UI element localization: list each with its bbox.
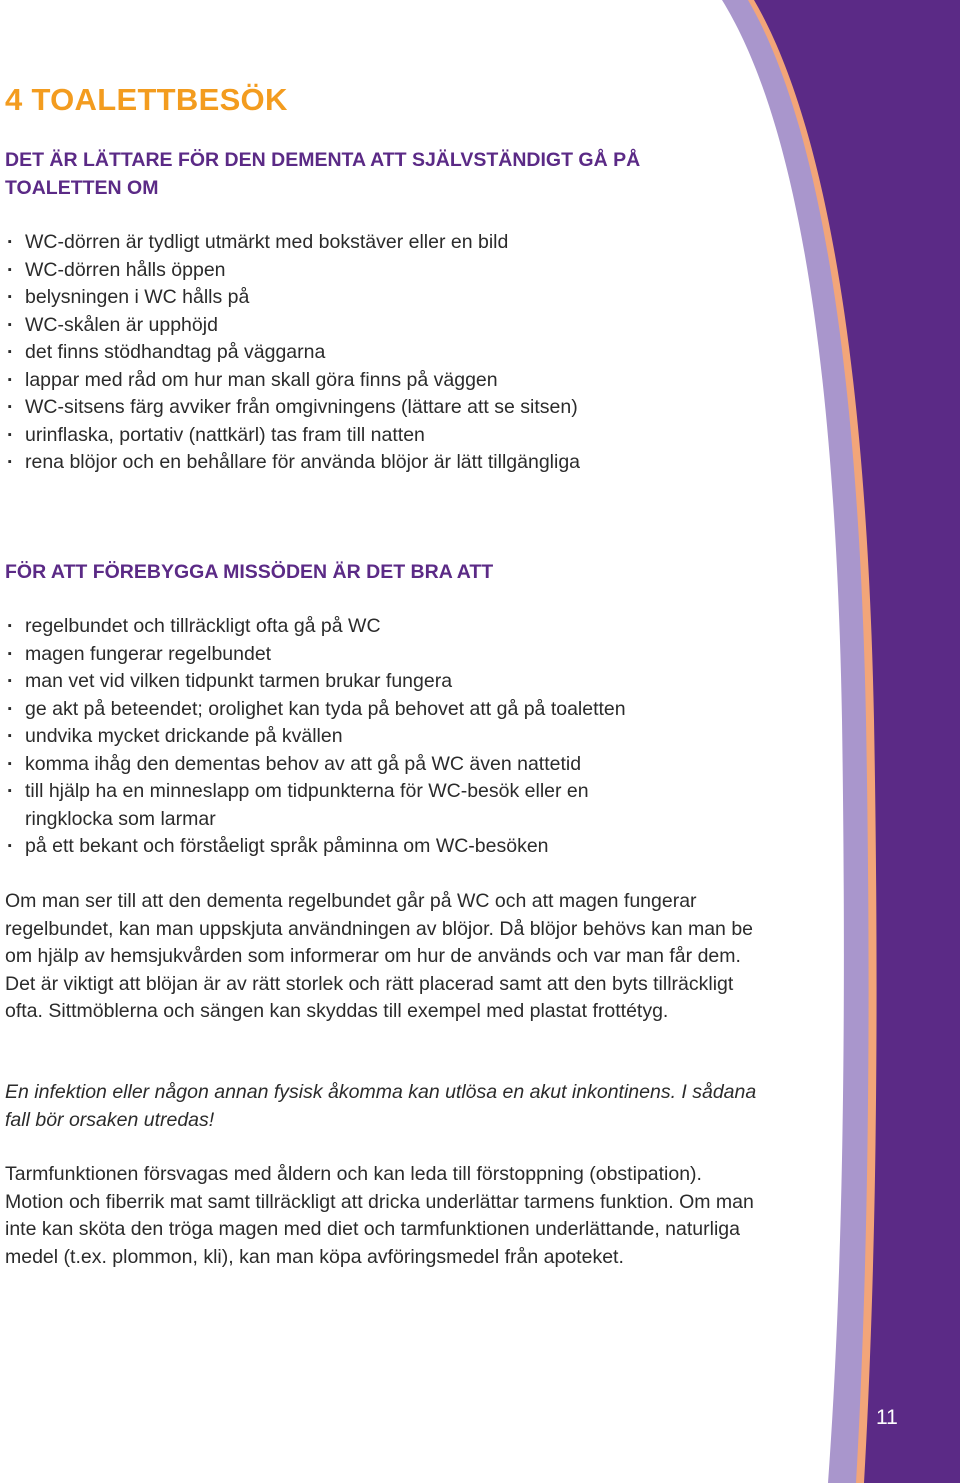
list-item: · belysningen i WC hålls på (5, 284, 580, 312)
bullet: · (7, 423, 14, 446)
bullet: · (7, 670, 14, 692)
paragraph-bowel: Tarmfunktionen försvagas med åldern och kan leda till förstoppning (obstipation). Motion och fiberrik mat samt tillräckligt att dricka underlättar tarmens funktion. Om man inte kan sköta den tröga magen med diet och tarmfunktionen underlättande, naturliga medel (t.ex. plommon, kli), kan man köpa avföringsmedel från apoteket. (5, 1163, 754, 1268)
list-item: · till hjälp ha en minneslapp om tidpunkterna för WC-besök eller en (5, 778, 626, 806)
paragraph-infection: En infektion eller någon annan fysisk åkomma kan utlösa en akut inkontinens. I sådana fall bör orsaken utredas! (5, 1081, 757, 1131)
bullet: · (7, 725, 14, 747)
list-item: · lappar med råd om hur man skall göra finns på väggen (5, 367, 580, 395)
bullet: · (7, 258, 14, 281)
list-item: · WC-dörren är tydligt utmärkt med bokstäver eller en bild (5, 229, 580, 257)
section1-list (5, 229, 580, 477)
section2-heading: FÖR ATT FÖREBYGGA MISSÖDEN ÄR DET BRA ATT (5, 561, 494, 583)
list-item: · man vet vid vilken tidpunkt tarmen brukar fungera (5, 668, 626, 696)
list-item-continuation: ringklocka som larmar (25, 807, 216, 830)
bullet: · (7, 286, 14, 308)
bullet: · (7, 396, 14, 418)
section1-heading: DET ÄR LÄTTARE FÖR DEN DEMENTA ATT SJÄLVSTÄNDIGT GÅ PÅ TOALETTEN OM (5, 149, 641, 199)
bullet: · (7, 752, 14, 775)
list-item: · WC-skålen är upphöjd (5, 312, 580, 340)
bullet: · (7, 642, 14, 665)
page-number: 11 (876, 1406, 898, 1429)
bullet: · (7, 368, 14, 391)
list-item: · det finns stödhandtag på väggarna (5, 339, 580, 367)
list-item: · WC-sitsens färg avviker från omgivningens (lättare att se sitsen) (5, 394, 580, 422)
bullet: · (7, 341, 14, 363)
page-title: 4 TOALETTBESÖK (5, 82, 288, 117)
list-item: · på ett bekant och förståeligt språk påminna om WC-besöken (5, 833, 626, 861)
bullet: · (7, 313, 14, 336)
list-item: · komma ihåg den dementas behov av att gå på WC även nattetid (5, 751, 626, 779)
bullet: · (7, 835, 14, 857)
list-item: · undvika mycket drickande på kvällen (5, 723, 626, 751)
bullet: · (7, 780, 14, 802)
bullet: · (7, 231, 14, 253)
bullet: · (7, 451, 14, 473)
bullet: · (7, 615, 14, 637)
list-item: · regelbundet och tillräckligt ofta gå på WC (5, 613, 626, 641)
list-item: · magen fungerar regelbundet (5, 641, 626, 669)
bullet: · (7, 697, 14, 720)
section2-list (5, 613, 626, 861)
list-item: · ge akt på beteendet; orolighet kan tyda på behovet att gå på toaletten (5, 696, 626, 724)
list-item: · WC-dörren hålls öppen (5, 257, 580, 285)
paragraph-diapers: Om man ser till att den dementa regelbundet går på WC och att magen fungerar regelbundet, kan man uppskjuta användningen av blöjor. Då blöjor behövs kan man be om hjälp av hemsjukvården som informerar om hur de används och var man får dem. Det är viktigt att blöjan är av rätt storlek och rätt placerad samt att den byts tillräckligt ofta. Sittmöblerna och sängen kan skyddas till exempel med plastat frottétyg. (5, 890, 754, 1022)
list-item: · rena blöjor och en behållare för använda blöjor är lätt tillgängliga (5, 449, 580, 477)
list-item: · urinflaska, portativ (nattkärl) tas fram till natten (5, 422, 580, 450)
